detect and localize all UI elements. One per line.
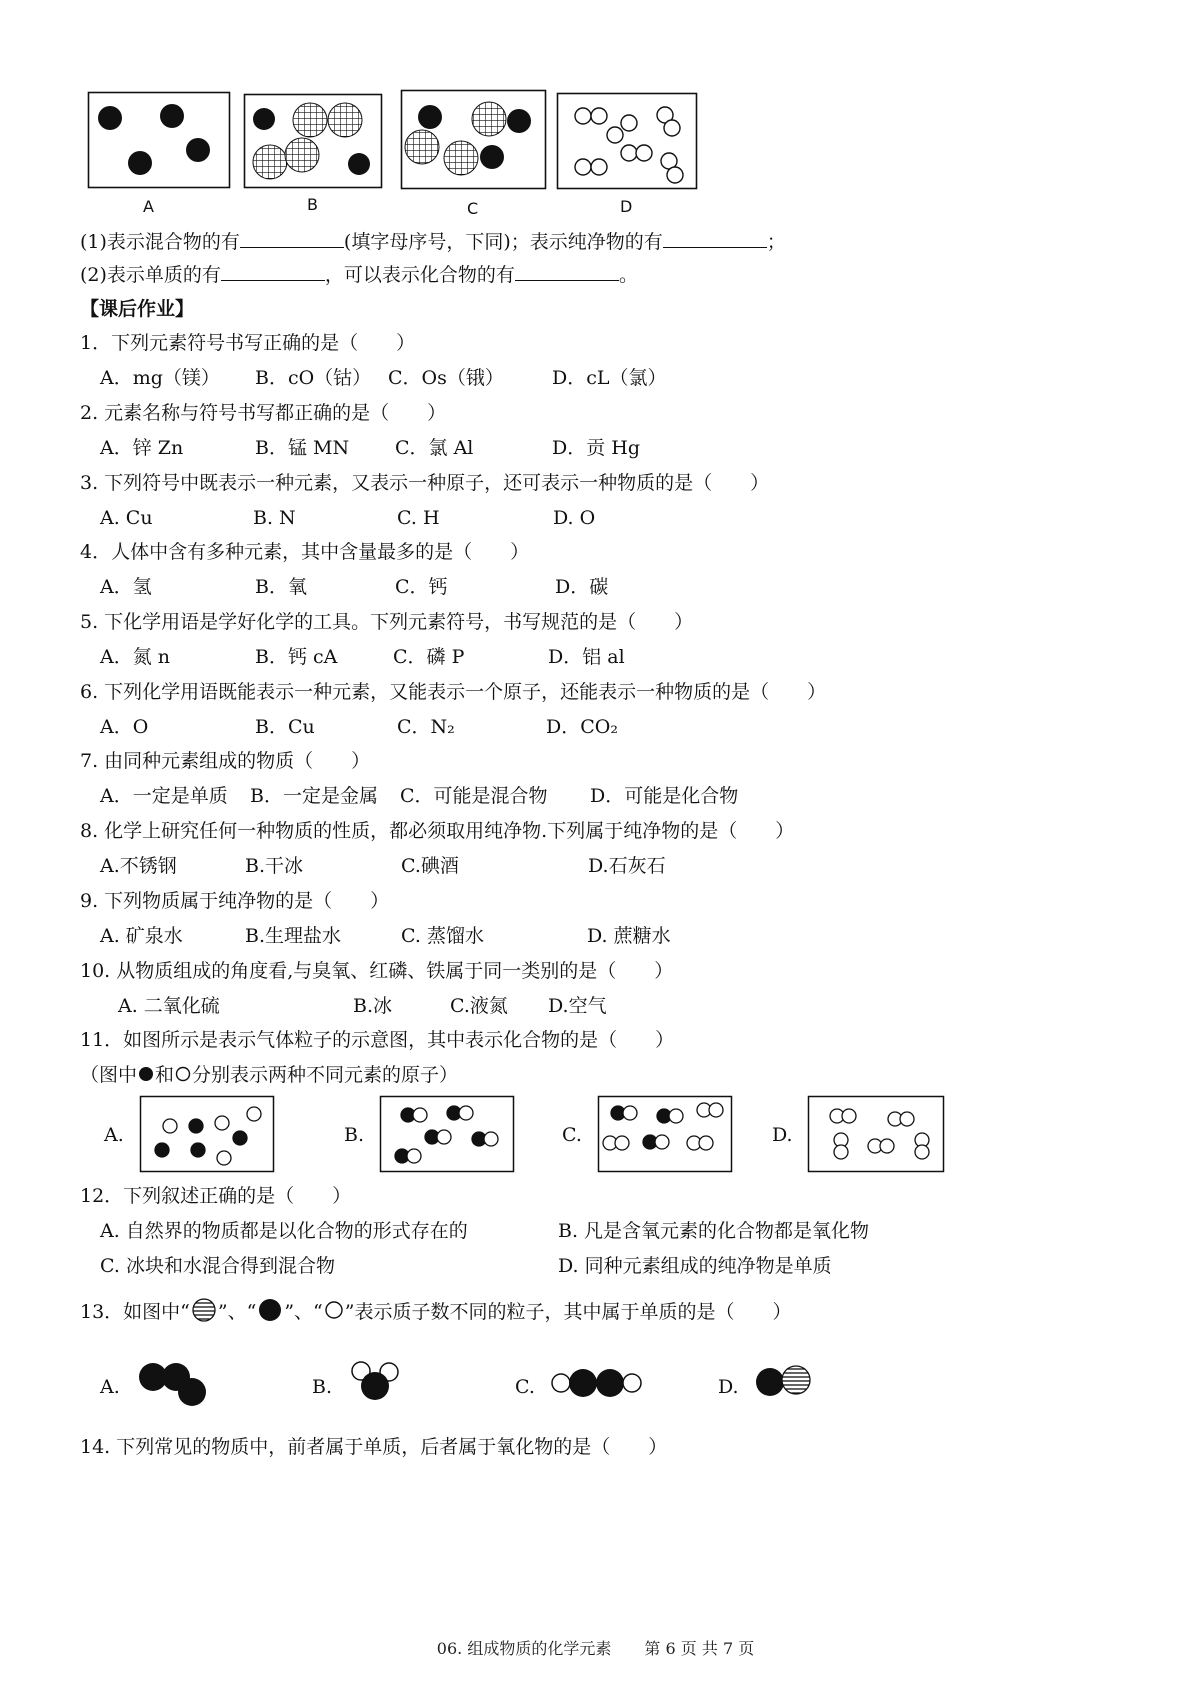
q10-option-a: A. 二氧化硫 xyxy=(118,995,220,1017)
q4-option-a: A．氢 xyxy=(100,576,152,598)
q5-option-c: C．磷 P xyxy=(393,646,465,668)
q3-option-b: B. N xyxy=(253,507,296,529)
q6-option-c: C．N₂ xyxy=(397,716,455,738)
question-13-stem: 13．如图中“ ”、“ ”、“ ”表示质子数不同的粒子，其中属于单质的是（ ） xyxy=(80,1298,791,1325)
white-atom-icon xyxy=(323,1299,345,1321)
q11-diagram-a xyxy=(140,1096,274,1172)
q7-option-c: C．可能是混合物 xyxy=(400,785,548,807)
answer-blank-pure[interactable] xyxy=(663,229,767,248)
q8-option-c: C.碘酒 xyxy=(401,855,459,877)
q11-option-a: A. xyxy=(104,1124,124,1146)
q3-option-c: C. H xyxy=(397,507,440,529)
q5-option-d: D．铝 al xyxy=(548,646,625,668)
q13-option-c: C. xyxy=(515,1376,535,1398)
figure-label-a: A xyxy=(143,197,154,216)
q13-diagram-a xyxy=(135,1360,215,1410)
q8-option-b: B.干冰 xyxy=(245,855,304,877)
q13-option-b: B. xyxy=(312,1376,333,1398)
q10-option-b: B.冰 xyxy=(353,995,393,1017)
question-8-stem: 8. 化学上研究任何一种物质的性质，都必须取用纯净物.下列属于纯净物的是（ ） xyxy=(80,820,795,842)
question-7-stem: 7. 由同种元素组成的物质（ ） xyxy=(80,750,371,772)
white-atom-icon xyxy=(174,1065,192,1083)
q8-option-a: A.不锈钢 xyxy=(100,855,177,877)
page-footer xyxy=(0,1636,1191,1659)
q9-option-c: C. 蒸馏水 xyxy=(401,925,484,947)
striped-atom-icon xyxy=(190,1298,218,1322)
q6-option-d: D．CO₂ xyxy=(546,716,618,738)
q5-option-a: A．氮 n xyxy=(100,646,170,668)
footer-doc-title: 06. 组成物质的化学元素 xyxy=(436,1639,612,1658)
question-line-1: (1)表示混合物的有 (填字母序号，下同)；表示纯净物的有 ； xyxy=(80,231,786,253)
question-3-stem: 3. 下列符号中既表示一种元素，又表示一种原子，还可表示一种物质的是（ ） xyxy=(80,472,770,494)
q1-option-a: A．mg（镁） xyxy=(100,367,220,389)
box-c xyxy=(401,90,546,189)
section-title: 【课后作业】 xyxy=(80,298,195,320)
question-12-stem: 12．下列叙述正确的是（ ） xyxy=(80,1185,352,1207)
q11-option-d: D. xyxy=(772,1124,793,1146)
q1-option-c: C．Os（锇） xyxy=(388,367,504,389)
q9-option-d: D. 蔗糖水 xyxy=(587,925,671,947)
q1-option-b: B．cO（钴） xyxy=(255,367,372,389)
q7-option-b: B．一定是金属 xyxy=(250,785,378,807)
answer-blank-mixture[interactable] xyxy=(240,229,344,248)
q12-option-c: C. 冰块和水混合得到混合物 xyxy=(100,1255,335,1277)
question-4-stem: 4．人体中含有多种元素，其中含量最多的是（ ） xyxy=(80,541,530,563)
q2-option-b: B．锰 MN xyxy=(255,437,350,459)
figure-label-c: C xyxy=(467,199,479,218)
q11-diagram-d xyxy=(808,1096,944,1172)
figure-label-d: D xyxy=(620,197,633,216)
q11-diagram-c xyxy=(598,1096,732,1172)
question-line-2: (2)表示单质的有 ，可以表示化合物的有 。 xyxy=(80,264,638,286)
question-2-stem: 2. 元素名称与符号书写都正确的是（ ） xyxy=(80,402,447,424)
black-atom-icon xyxy=(137,1065,155,1083)
figure-label-b: B xyxy=(307,195,318,214)
q9-option-b: B.生理盐水 xyxy=(245,925,342,947)
q2-option-a: A．锌 Zn xyxy=(100,437,184,459)
question-5-stem: 5. 下化学用语是学好化学的工具。下列元素符号，书写规范的是（ ） xyxy=(80,611,694,633)
q1-option-d: D．cL（氯） xyxy=(552,367,667,389)
answer-blank-element[interactable] xyxy=(221,262,325,281)
box-d xyxy=(557,93,697,189)
q4-option-c: C．钙 xyxy=(395,576,448,598)
q13-option-a: A. xyxy=(100,1376,120,1398)
answer-blank-compound[interactable] xyxy=(515,262,619,281)
q11-option-b: B. xyxy=(344,1124,365,1146)
question-10-stem: 10. 从物质组成的角度看,与臭氧、红磷、铁属于同一类别的是（ ） xyxy=(80,960,674,982)
question-9-stem: 9. 下列物质属于纯净物的是（ ） xyxy=(80,890,390,912)
q3-option-d: D. O xyxy=(553,507,596,529)
q6-option-a: A．O xyxy=(100,716,149,738)
black-atom-icon xyxy=(256,1298,284,1322)
q13-diagram-b xyxy=(348,1358,408,1406)
q9-option-a: A. 矿泉水 xyxy=(100,925,183,947)
q4-option-b: B．氧 xyxy=(255,576,307,598)
q12-option-d: D. 同种元素组成的纯净物是单质 xyxy=(558,1255,832,1277)
box-a xyxy=(88,92,230,188)
q13-diagram-c xyxy=(549,1366,647,1400)
q5-option-b: B．钙 cA xyxy=(255,646,338,668)
q10-option-c: C.液氮 xyxy=(450,995,508,1017)
box-b xyxy=(244,94,382,188)
q7-option-a: A．一定是单质 xyxy=(100,785,228,807)
q12-option-b: B. 凡是含氧元素的化合物都是氧化物 xyxy=(558,1220,870,1242)
q4-option-d: D．碳 xyxy=(555,576,609,598)
q2-option-d: D．贡 Hg xyxy=(552,437,641,459)
q11-option-c: C. xyxy=(562,1124,582,1146)
q10-option-d: D.空气 xyxy=(548,995,607,1017)
q13-diagram-d xyxy=(754,1364,816,1400)
q11-diagram-b xyxy=(380,1096,514,1172)
question-6-stem: 6. 下列化学用语既能表示一种元素，又能表示一个原子，还能表示一种物质的是（ ） xyxy=(80,681,827,703)
question-14-stem: 14. 下列常见的物质中，前者属于单质，后者属于氧化物的是（ ） xyxy=(80,1436,668,1458)
q12-option-a: A. 自然界的物质都是以化合物的形式存在的 xyxy=(100,1220,468,1242)
question-11-note: （图中 和 分别表示两种不同元素的原子） xyxy=(80,1064,459,1086)
q3-option-a: A. Cu xyxy=(100,507,153,529)
q13-option-d: D. xyxy=(718,1376,739,1398)
q8-option-d: D.石灰石 xyxy=(588,855,666,877)
question-11-stem: 11．如图所示是表示气体粒子的示意图，其中表示化合物的是（ ） xyxy=(80,1029,675,1051)
footer-page-number: 第 6 页 共 7 页 xyxy=(644,1639,755,1658)
q7-option-d: D．可能是化合物 xyxy=(590,785,739,807)
q6-option-b: B．Cu xyxy=(255,716,315,738)
q2-option-c: C．氯 Al xyxy=(395,437,474,459)
question-1-stem: 1．下列元素符号书写正确的是（ ） xyxy=(80,332,416,354)
